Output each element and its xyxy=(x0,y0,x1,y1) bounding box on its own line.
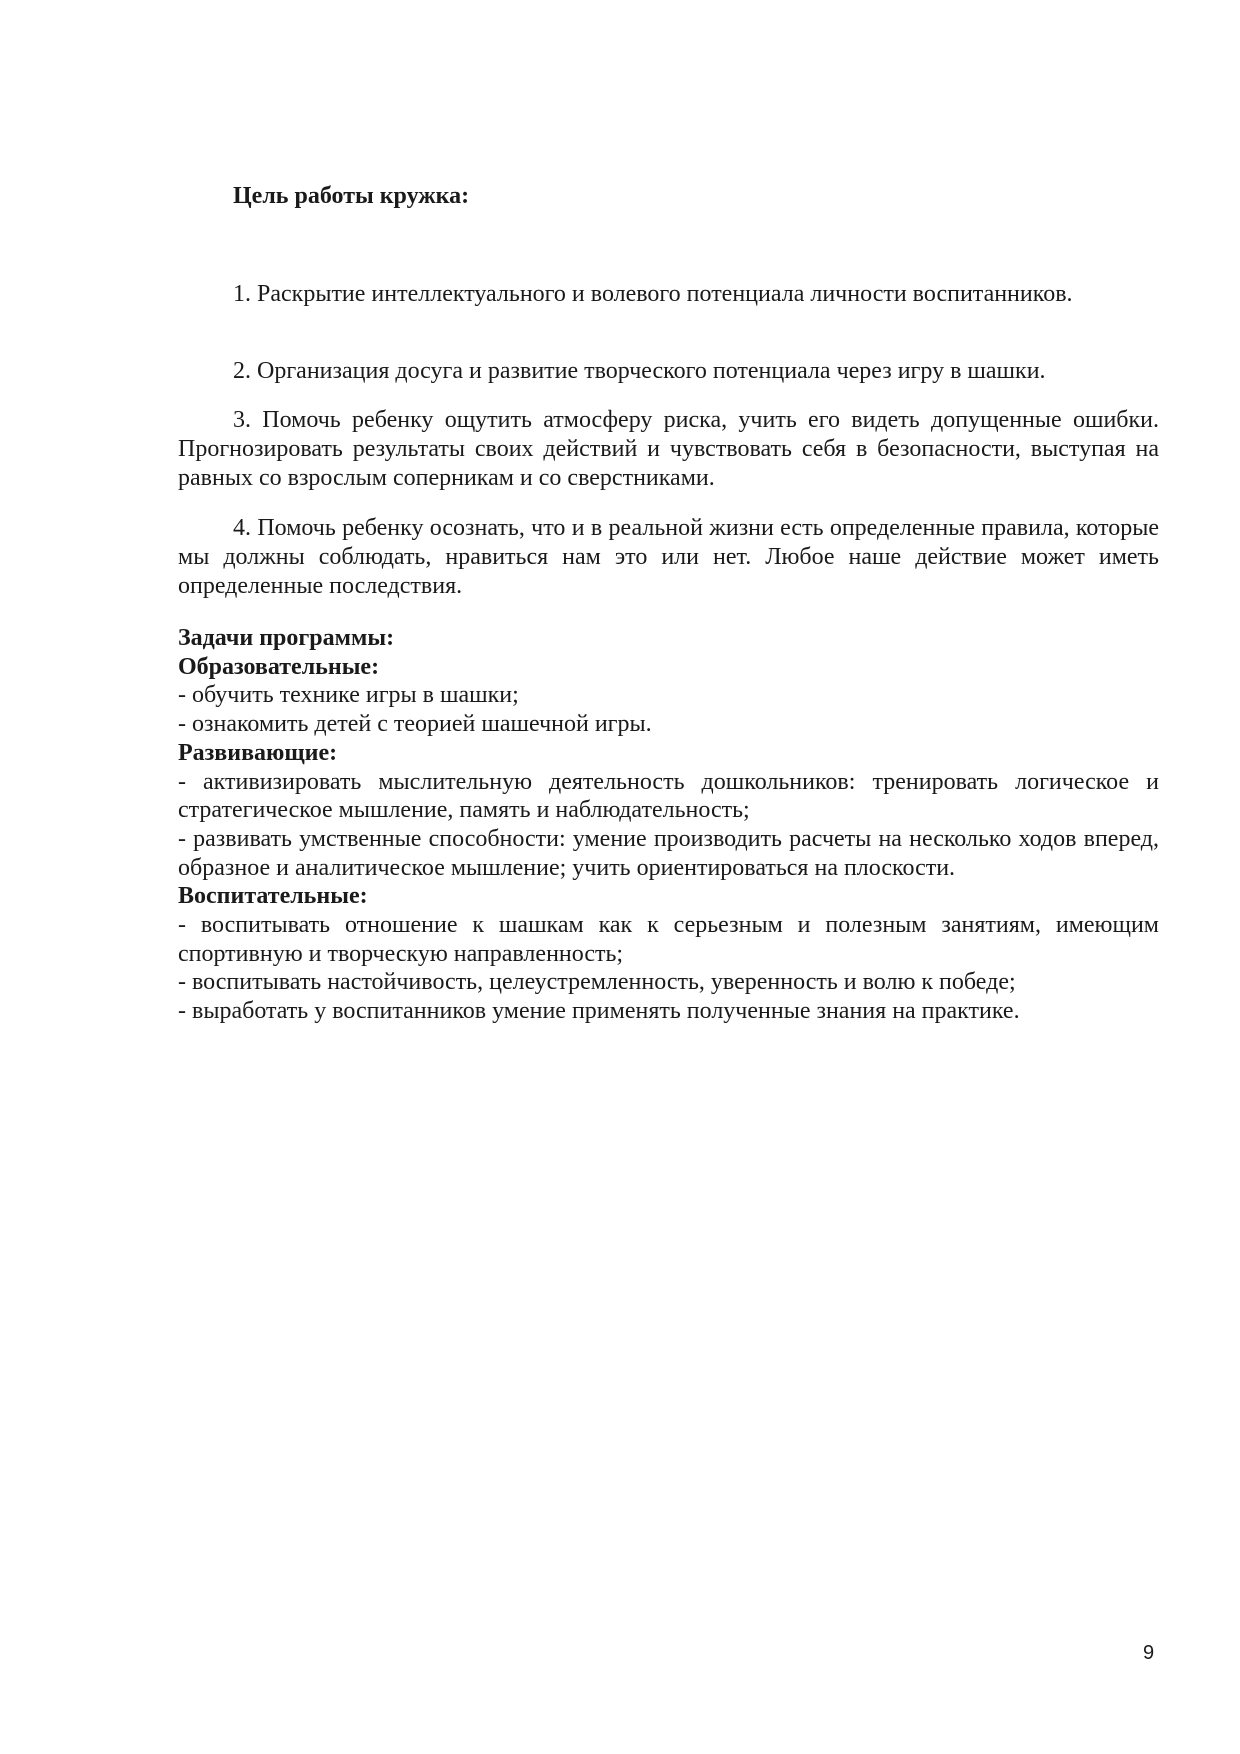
educational-item: - обучить технике игры в шашки; xyxy=(178,682,519,709)
program-tasks xyxy=(178,624,1159,1026)
upbringing-item: - выработать у воспитанников умение применять полученные знания на практике. xyxy=(178,998,1020,1025)
upbringing-item: - воспитывать настойчивость, целеустремленность, уверенность и волю к победе; xyxy=(178,969,1016,996)
goal-item-2: 2. Организация досуга и развитие творческого потенциала через игру в шашки. xyxy=(233,358,1046,384)
goal-item-1: 1. Раскрытие интеллектуального и волевого потенциала личности воспитанников. xyxy=(233,281,1073,307)
goal-heading: Цель работы кружка: xyxy=(233,183,470,209)
tasks-heading: Задачи программы: xyxy=(178,625,395,651)
developing-heading: Развивающие: xyxy=(178,739,338,766)
upbringing-item: - воспитывать отношение к шашкам как к серьезным и полезным занятиям, имеющим спортивную и творческую направленность; xyxy=(178,912,1159,967)
developing-item: - развивать умственные способности: умение производить расчеты на несколько ходов вперед, образное и аналитическое мышление; учить ориентироваться на плоскости. xyxy=(178,825,1159,881)
educational-heading: Образовательные: xyxy=(178,653,380,680)
upbringing-heading: Воспитательные: xyxy=(178,883,368,910)
educational-item: - ознакомить детей с теорией шашечной игры. xyxy=(178,711,652,738)
page-number: 9 xyxy=(1143,1642,1155,1664)
goal-item-3: 3. Помочь ребенку ощутить атмосферу риска, учить его видеть допущенные ошибки. Прогнозировать результаты своих действий и чувствовать себя в безопасности, выступая на равных со взрослым соперникам и со сверстниками. xyxy=(178,407,1159,491)
goal-item-4: 4. Помочь ребенку осознать, что и в реальной жизни есть определенные правила, которые мы должны соблюдать, нравиться нам это или нет. Любое наше действие может иметь определенные последствия. xyxy=(178,515,1159,599)
developing-item: - активизировать мыслительную деятельность дошкольников: тренировать логическое и стратегическое мышление, память и наблюдательность; xyxy=(178,768,1159,824)
